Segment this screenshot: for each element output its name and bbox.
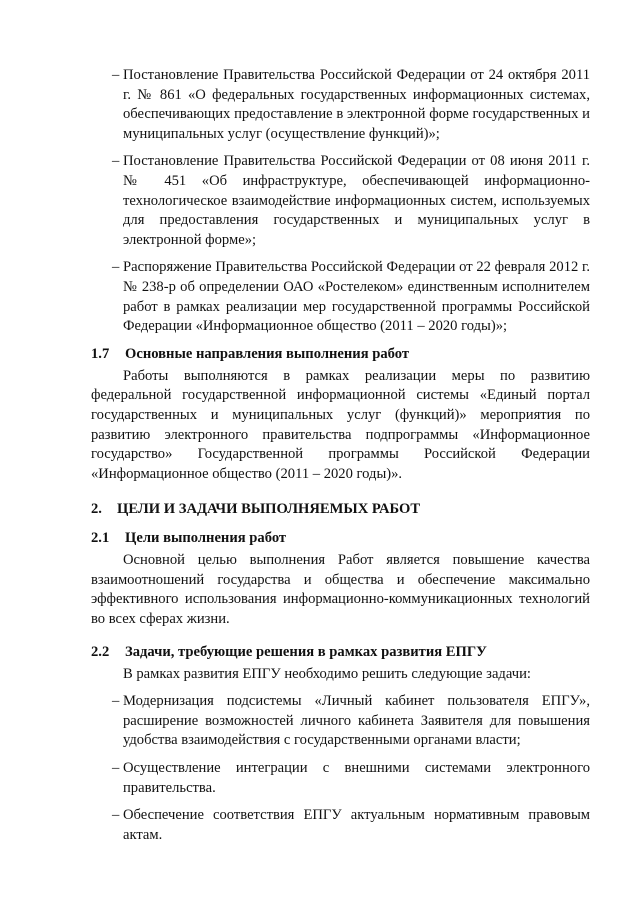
list-bullet: – xyxy=(112,67,120,83)
list-item-text: Обеспечение соответствия ЕПГУ актуальным нормативным правовым актам. xyxy=(123,807,590,843)
list-item xyxy=(91,759,590,798)
regulations-list xyxy=(91,66,590,337)
section-number: 1.7 xyxy=(91,345,110,362)
list-bullet: – xyxy=(112,760,120,777)
list-item xyxy=(91,806,590,845)
list-item-text: Осуществление интеграции с внешними системами электронного правительства. xyxy=(123,760,590,796)
page-content xyxy=(91,66,590,853)
list-item xyxy=(91,692,590,751)
list-bullet: – xyxy=(112,153,120,170)
section-title: Цели выполнения работ xyxy=(125,530,287,547)
list-item xyxy=(91,66,590,144)
list-item-text: Постановление Правительства Российской Федерации от 08 июня 2011 г. № 451 «Об инфраструктуре, обеспечивающей информационно-технологическое взаимодействие информационных систем, используемых для предоставления государственных и муниципальных услуг в электронной форме»; xyxy=(123,153,590,248)
section-title: Задачи, требующие решения в рамках развития ЕПГУ xyxy=(125,643,487,660)
list-bullet: – xyxy=(112,259,120,276)
list-bullet: – xyxy=(112,693,120,710)
list-item-text: Модернизация подсистемы «Личный кабинет пользователя ЕПГУ», расширение возможностей личного кабинета Заявителя для повышения удобства взаимодействия с государственными органами власти; xyxy=(123,693,590,749)
list-item-text: Распоряжение Правительства Российской Федерации от 22 февраля 2012 г. № 238-р об определении ОАО «Ростелеком» единственным исполнителем работ в рамках реализации мер государственной программы Российской Федерации «Информационное общество (2011 – 2020 годы)»; xyxy=(123,259,590,335)
list-item xyxy=(91,152,590,250)
section-2-1-heading xyxy=(91,529,590,548)
section-2-heading xyxy=(91,500,590,519)
section-number: 2. xyxy=(91,501,102,518)
tasks-list xyxy=(91,692,590,845)
list-item-text: Постановление Правительства Российской Федерации от 24 октября 2011 г. № 861 «О федеральных государственных информационных системах, обеспечивающих предоставление в электронной форме государственных и муниципальных услуг (осуществление функций)»; xyxy=(123,67,590,142)
list-bullet: – xyxy=(112,807,120,824)
section-number: 2.2 xyxy=(91,643,110,660)
section-2-2-heading xyxy=(91,643,590,662)
section-number: 2.1 xyxy=(91,530,110,547)
section-1-7-text: Работы выполняются в рамках реализации меры по развитию федеральной государственной информационной системы «Единый портал государственных и муниципальных услуг (функций)» мероприятия по развитию электронного правительства подпрограммы «Информационное государство» Государственной программы Российской Федерации «Информационное общество (2011 – 2020 годы)». xyxy=(91,367,590,482)
section-title: ЦЕЛИ И ЗАДАЧИ ВЫПОЛНЯЕМЫХ РАБОТ xyxy=(117,501,421,518)
section-1-7-heading xyxy=(91,345,590,364)
section-title: Основные направления выполнения работ xyxy=(125,345,410,362)
section-2-2-text: В рамках развития ЕПГУ необходимо решить следующие задачи: xyxy=(123,665,531,682)
section-2-1-text: Основной целью выполнения Работ является повышение качества взаимоотношений государства и общества и обеспечение максимально эффективного использования информационно-коммуникационных технологий во всех сферах жизни. xyxy=(91,552,590,628)
list-item xyxy=(91,258,590,336)
